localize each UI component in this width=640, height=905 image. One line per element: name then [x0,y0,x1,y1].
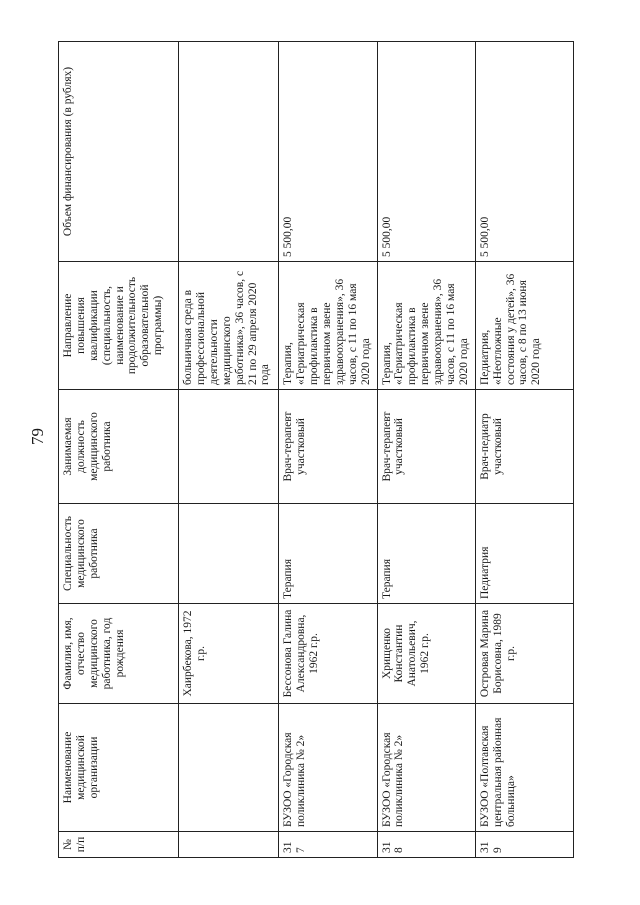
header-funding-amount: Объем финансирования (в рублях) [59,42,179,262]
cell-full-name: Хаирбекова, 1972 г.р. [179,604,279,704]
cell-full-name: Островая Марина Борисовна, 1989 г.р. [475,604,573,704]
cell-full-name: Бессонова Галина Александровна, 1962 г.р. [279,604,377,704]
header-number: № п/п [59,832,179,858]
cell-specialty: Терапия [377,504,475,604]
cell-training-program: Терапия, «Гериатрическая профилактика в первичном звене здравоохранения», 36 часов, с 11 по 16 мая 2020 года [279,262,377,390]
cell-funding-amount [179,42,279,262]
cell-organization [179,704,279,832]
page-number: 79 [28,428,47,445]
cell-training-program: больничная среда в профессиональной деятельности медицинского работника», 36 часов, с 21 по 29 апреля 2020 года [179,262,279,390]
cell-number: 317 [279,832,377,858]
table-row [279,42,377,858]
cell-organization: БУЗОО «Городская поликлиника № 2» [279,704,377,832]
cell-training-program: Терапия, «Гериатрическая профилактика в первичном звене здравоохранения», 36 часов, с 11 по 16 мая 2020 года [377,262,475,390]
cell-funding-amount: 5 500,00 [279,42,377,262]
table-row [377,42,475,858]
cell-position: Врач-терапевт участковый [377,390,475,504]
cell-specialty [179,504,279,604]
cell-position: Врач-терапевт участковый [279,390,377,504]
cell-number: 318 [377,832,475,858]
cell-full-name: Хрищенко Константин Анатольевич, 1962 г.р. [377,604,475,704]
header-organization: Наименование медицинской организации [59,704,179,832]
table-row [475,42,573,858]
cell-funding-amount: 5 500,00 [475,42,573,262]
cell-funding-amount: 5 500,00 [377,42,475,262]
cell-specialty: Педиатрия [475,504,573,604]
funding-table [58,41,574,858]
cell-position [179,390,279,504]
table-row-continuation [179,42,279,858]
header-full-name: Фамилия, имя, отчество медицинского работника, год рождения [59,604,179,704]
header-specialty: Специальность медицинского работника [59,504,179,604]
cell-number: 319 [475,832,573,858]
header-training-program: Направление повышения квалификации (специальность, наименование и продолжительность образовательной программы) [59,262,179,390]
cell-training-program: Педиатрия, «Неотложные состояния у детей», 36 часов, с 8 по 13 июня 2020 года [475,262,573,390]
cell-number [179,832,279,858]
table-header-row [59,42,179,858]
cell-organization: БУЗОО «Городская поликлиника № 2» [377,704,475,832]
rotated-table-container [58,42,574,858]
header-position: Занимаемая должность медицинского работника [59,390,179,504]
cell-position: Врач-педиатр участковый [475,390,573,504]
cell-specialty: Терапия [279,504,377,604]
cell-organization: БУЗОО «Полтавская центральная районная больница» [475,704,573,832]
